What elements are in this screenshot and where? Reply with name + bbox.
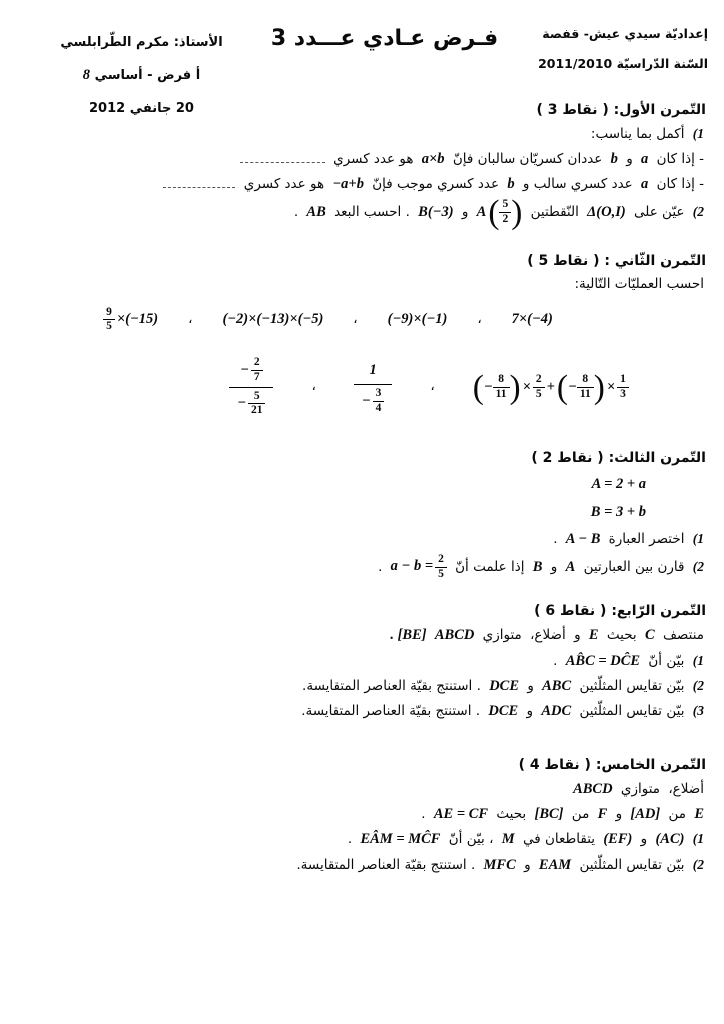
math-run: C xyxy=(644,627,655,644)
math-run: EÂM = MĈF xyxy=(360,831,441,848)
points-badge: ( 4 نقاط ) xyxy=(518,757,591,774)
text-run: . xyxy=(421,806,426,823)
math-run: (−9)×(−1) xyxy=(387,311,448,328)
paren-group xyxy=(472,368,521,406)
text-run: و xyxy=(615,806,623,823)
text-run: التّمرن الرّابع: xyxy=(611,603,706,620)
math-run: + xyxy=(546,378,555,395)
item-number: (3 xyxy=(692,702,704,718)
text-run: التّمرن الثالث: xyxy=(608,450,706,467)
math-run: − xyxy=(568,378,577,395)
exercise-3-equation-2 xyxy=(36,499,706,524)
math-run: AB xyxy=(306,204,326,221)
math-run: AE = CF xyxy=(433,806,489,823)
math-run: B xyxy=(532,559,543,576)
math-run: × xyxy=(522,378,531,395)
fraction-denominator: 11 xyxy=(577,387,594,402)
points-badge: ( 5 نقاط ) xyxy=(527,252,600,269)
exercise-3-line-1 xyxy=(36,528,706,551)
math-run: − xyxy=(237,395,246,412)
fraction-numerator: 1 xyxy=(620,372,626,385)
math-group xyxy=(391,553,447,582)
text-run: ، xyxy=(188,311,193,328)
points-badge: ( 3 نقاط ) xyxy=(536,102,609,118)
big-fraction xyxy=(354,357,393,418)
fraction xyxy=(577,373,594,402)
exercise-5-line-2 xyxy=(36,854,706,877)
grade-line xyxy=(44,59,239,92)
paren-content xyxy=(484,373,510,402)
text-run: اختصر العبارة xyxy=(608,530,685,547)
text-run: النّقطتين xyxy=(530,204,579,221)
math-run: ×(−15) xyxy=(116,311,159,328)
paren-group xyxy=(488,193,523,231)
math-run: E xyxy=(588,627,599,644)
math-run: 7×(−4) xyxy=(511,311,553,328)
math-group xyxy=(229,354,273,420)
open-paren: ( xyxy=(472,368,484,406)
math-run: b xyxy=(610,150,618,167)
text-run: أضلاع، xyxy=(530,627,566,644)
text-run: . استنتج بقيّة العناصر المتقايسة. xyxy=(301,702,481,719)
text-run: و xyxy=(461,204,469,221)
text-run: عدد كسري سالب و xyxy=(522,175,633,192)
item-number: (1 xyxy=(692,652,704,668)
exercise-5-line-1 xyxy=(36,828,706,851)
fraction-numerator: 8 xyxy=(582,372,589,385)
close-paren: ) xyxy=(593,368,605,406)
close-paren: ) xyxy=(509,368,521,406)
fraction-numerator: 5 xyxy=(502,197,509,210)
text-run: . استنتج بقيّة العناصر المتقايسة. xyxy=(296,856,476,873)
math-run: EAM xyxy=(538,856,572,873)
text-run: أ xyxy=(195,68,201,83)
exercise-4-line-3 xyxy=(36,700,706,723)
close-paren: ) xyxy=(511,193,523,231)
math-run: a xyxy=(641,150,649,167)
fraction xyxy=(435,553,447,582)
exercise-5-intro-2 xyxy=(36,803,706,826)
exercise-2-line-1 xyxy=(36,274,706,296)
fraction-numerator: 5 xyxy=(253,389,260,402)
text-run: قارن بين العبارتين xyxy=(583,559,685,576)
big-fraction xyxy=(229,354,273,420)
fraction xyxy=(103,306,115,335)
text-run: . xyxy=(293,204,299,221)
school-year: السّنة الدّراسيّة 2011/2010 xyxy=(538,56,708,71)
text-run: بيّن تقايس المثلّثين xyxy=(579,856,685,873)
text-run: - إذا كان xyxy=(656,175,704,192)
text-run: احسب العمليّات التّالية: xyxy=(574,275,704,292)
math-group xyxy=(512,308,553,331)
fraction-denominator: 21 xyxy=(248,403,266,418)
fraction-denominator: 3 xyxy=(617,387,629,402)
math-run: b xyxy=(507,175,515,192)
text-run: التّمرن الثّاني : xyxy=(604,252,706,269)
fraction-denominator: 5 xyxy=(533,387,545,402)
exercise-2-operations-row-1 xyxy=(36,306,620,335)
answer-blank xyxy=(240,150,325,162)
math-run: DCE xyxy=(489,677,520,694)
exercise-4-line-1 xyxy=(36,650,706,673)
item-number: (1 xyxy=(692,831,704,847)
exercise-4 xyxy=(36,603,706,723)
math-run: AB̂C = DĈE xyxy=(565,652,641,669)
text-run: و xyxy=(550,559,558,576)
math-run: MFC xyxy=(483,856,516,873)
math-group xyxy=(222,308,323,331)
paren-content xyxy=(499,198,511,227)
exercise-3-title xyxy=(36,450,706,466)
big-fraction-denominator xyxy=(354,384,393,418)
exercise-3-equation-1 xyxy=(36,471,706,496)
text-run: ، بيّن أنّ xyxy=(448,831,494,848)
text-run: و xyxy=(574,627,581,644)
math-run: 8 xyxy=(82,67,91,83)
item-number: (1 xyxy=(692,126,704,141)
points-badge: ( 6 نقاط ) xyxy=(534,603,607,620)
school-block xyxy=(530,26,708,71)
fraction-numerator: 2 xyxy=(253,356,260,369)
exercise-1-line-2 xyxy=(36,148,706,171)
text-run: . xyxy=(347,831,353,848)
big-fraction-numerator xyxy=(232,354,271,387)
text-run: من xyxy=(571,806,590,823)
text-run: من xyxy=(668,806,687,823)
math-run: E xyxy=(694,806,704,823)
math-run: − xyxy=(240,361,249,378)
fraction xyxy=(251,356,263,385)
exercise-3 xyxy=(36,450,706,581)
math-group xyxy=(354,357,393,418)
math-run: (EF) xyxy=(603,831,633,848)
fraction-numerator: 9 xyxy=(106,305,112,318)
math-run: − xyxy=(361,392,371,409)
big-fraction-denominator xyxy=(229,387,273,421)
text-run: . استنتج بقيّة العناصر المتقايسة. xyxy=(302,677,481,694)
fraction-denominator: 2 xyxy=(499,212,511,227)
paren-content xyxy=(568,373,594,402)
fraction-numerator: 2 xyxy=(438,552,444,565)
item-number: (2 xyxy=(692,559,704,575)
math-run: ABCD xyxy=(434,627,475,644)
fraction-numerator: 8 xyxy=(498,372,504,385)
math-run: A xyxy=(476,203,487,220)
school-name: إعداديّة سيدي عيش- قفصة xyxy=(542,26,708,41)
text-run: يتقاطعان في xyxy=(522,831,596,848)
text-run: عددان كسريّان سالبان فإنّ xyxy=(452,150,603,167)
text-run: و xyxy=(640,831,648,848)
fraction-numerator: 3 xyxy=(375,386,382,399)
text-run: و xyxy=(526,702,534,719)
points-badge: ( 2 نقاط ) xyxy=(531,450,604,467)
math-group xyxy=(103,306,158,335)
fraction-denominator: 5 xyxy=(435,567,447,582)
math-run: Δ(O,I) xyxy=(587,204,626,221)
text-run: أضلاع، xyxy=(668,781,704,798)
text-run: هو عدد كسري xyxy=(333,150,414,167)
text-run: ، xyxy=(353,311,358,328)
item-number: (2 xyxy=(692,856,704,872)
text-run: عدد كسري موجب فإنّ xyxy=(372,175,500,192)
fraction-denominator: 5 xyxy=(103,319,115,334)
exercise-2-title xyxy=(36,253,706,269)
text-run: و xyxy=(527,677,534,694)
text-run: . xyxy=(553,530,558,547)
fraction xyxy=(533,373,545,402)
math-run: . [BE] xyxy=(390,627,427,644)
exercise-1-line-1 xyxy=(36,123,706,146)
text-run: متوازي xyxy=(620,781,661,798)
text-run: التّمرن الأول: xyxy=(613,102,706,118)
fraction-denominator: 11 xyxy=(493,387,510,402)
exercises-area xyxy=(0,102,724,877)
fraction xyxy=(373,387,385,416)
text-run: . xyxy=(553,652,558,669)
exercise-2 xyxy=(36,253,706,429)
math-run: A = 2 + a xyxy=(591,476,646,493)
text-run: بيّن تقايس المثلّثين xyxy=(579,677,685,694)
exercise-3-line-2 xyxy=(36,553,706,582)
math-run: B(−3) xyxy=(418,204,454,221)
teacher-name: الأستاذ: مكرم الطّرابلسي xyxy=(60,35,223,50)
big-fraction-numerator xyxy=(361,357,384,384)
text-run: ، xyxy=(477,311,482,328)
exercise-4-intro xyxy=(36,624,706,647)
exam-title: فـرض عـادي عـــدد 3 xyxy=(270,26,499,51)
math-group xyxy=(476,193,523,231)
fraction xyxy=(493,373,510,402)
exercise-5 xyxy=(36,757,706,877)
fraction-denominator: 7 xyxy=(251,370,263,385)
fraction xyxy=(248,390,266,419)
text-run: أكمل بما يناسب: xyxy=(590,126,685,142)
exercise-2-operations-row-2 xyxy=(152,346,706,428)
math-run: (AC) xyxy=(655,831,685,848)
exercise-1-line-3 xyxy=(36,173,706,196)
exercise-4-line-2 xyxy=(36,675,706,698)
math-run: a − b = xyxy=(390,558,434,575)
text-run: - xyxy=(147,68,153,83)
math-run: × xyxy=(606,378,616,395)
exam-date: 20 جانفي 2012 xyxy=(89,101,194,116)
exercise-1-line-4 xyxy=(36,193,706,231)
fraction-denominator: 4 xyxy=(373,401,385,416)
text-run: بحيث xyxy=(496,806,527,823)
exercise-5-intro-1 xyxy=(36,778,706,801)
fraction-numerator: 2 xyxy=(535,372,542,385)
fraction xyxy=(499,198,511,227)
fraction xyxy=(617,373,629,402)
text-run: هو عدد كسري xyxy=(243,175,325,192)
math-run: ADC xyxy=(541,702,572,719)
math-run: B = 3 + b xyxy=(590,504,646,521)
text-run: ، xyxy=(311,378,316,395)
math-group xyxy=(472,368,629,406)
exercise-5-title xyxy=(36,757,706,773)
text-run: عيّن على xyxy=(633,204,685,221)
math-group xyxy=(388,308,448,331)
math-run: [AD] xyxy=(630,806,661,823)
text-run: بيّن تقايس المثلّثين xyxy=(579,702,685,719)
open-paren: ( xyxy=(488,193,500,231)
math-run: M xyxy=(501,831,515,848)
text-run: . احسب البعد xyxy=(334,204,410,221)
teacher-block xyxy=(44,26,239,125)
item-number: (2 xyxy=(692,204,704,220)
math-run: 1 xyxy=(369,361,377,378)
answer-blank xyxy=(163,175,235,187)
math-run: −a+b xyxy=(332,175,364,192)
text-run: التّمرن الخامس: xyxy=(595,757,706,774)
math-run: ABCD xyxy=(573,781,613,798)
open-paren: ( xyxy=(556,368,569,406)
text-run: منتصف xyxy=(662,627,704,644)
text-run: أساسي xyxy=(94,68,143,83)
text-run: و xyxy=(626,150,633,167)
math-run: A − B xyxy=(565,530,601,547)
text-run: ، xyxy=(430,378,435,395)
math-run: a×b xyxy=(421,150,445,167)
paren-group xyxy=(556,368,605,406)
math-run: ABC xyxy=(542,677,572,694)
math-run: F xyxy=(597,806,608,823)
item-number: (1 xyxy=(692,530,704,546)
math-run: (−2)×(−13)×(−5) xyxy=(222,311,324,328)
item-number: (2 xyxy=(692,677,704,693)
math-run: A xyxy=(565,559,576,576)
text-run: بحيث xyxy=(606,627,637,644)
text-run: - إذا كان xyxy=(656,150,704,167)
math-run: a xyxy=(641,175,649,192)
text-run: و xyxy=(524,856,531,873)
text-run: إذا علمت أنّ xyxy=(455,559,525,576)
text-run: بيّن أنّ xyxy=(648,652,685,669)
math-run: DCE xyxy=(488,702,519,719)
math-run: − xyxy=(483,378,493,395)
text-run: متوازي xyxy=(482,627,522,644)
exercise-4-title xyxy=(36,603,706,619)
math-run: [BC] xyxy=(534,806,564,823)
text-run: . xyxy=(378,559,383,576)
text-run: فرض xyxy=(157,68,192,83)
